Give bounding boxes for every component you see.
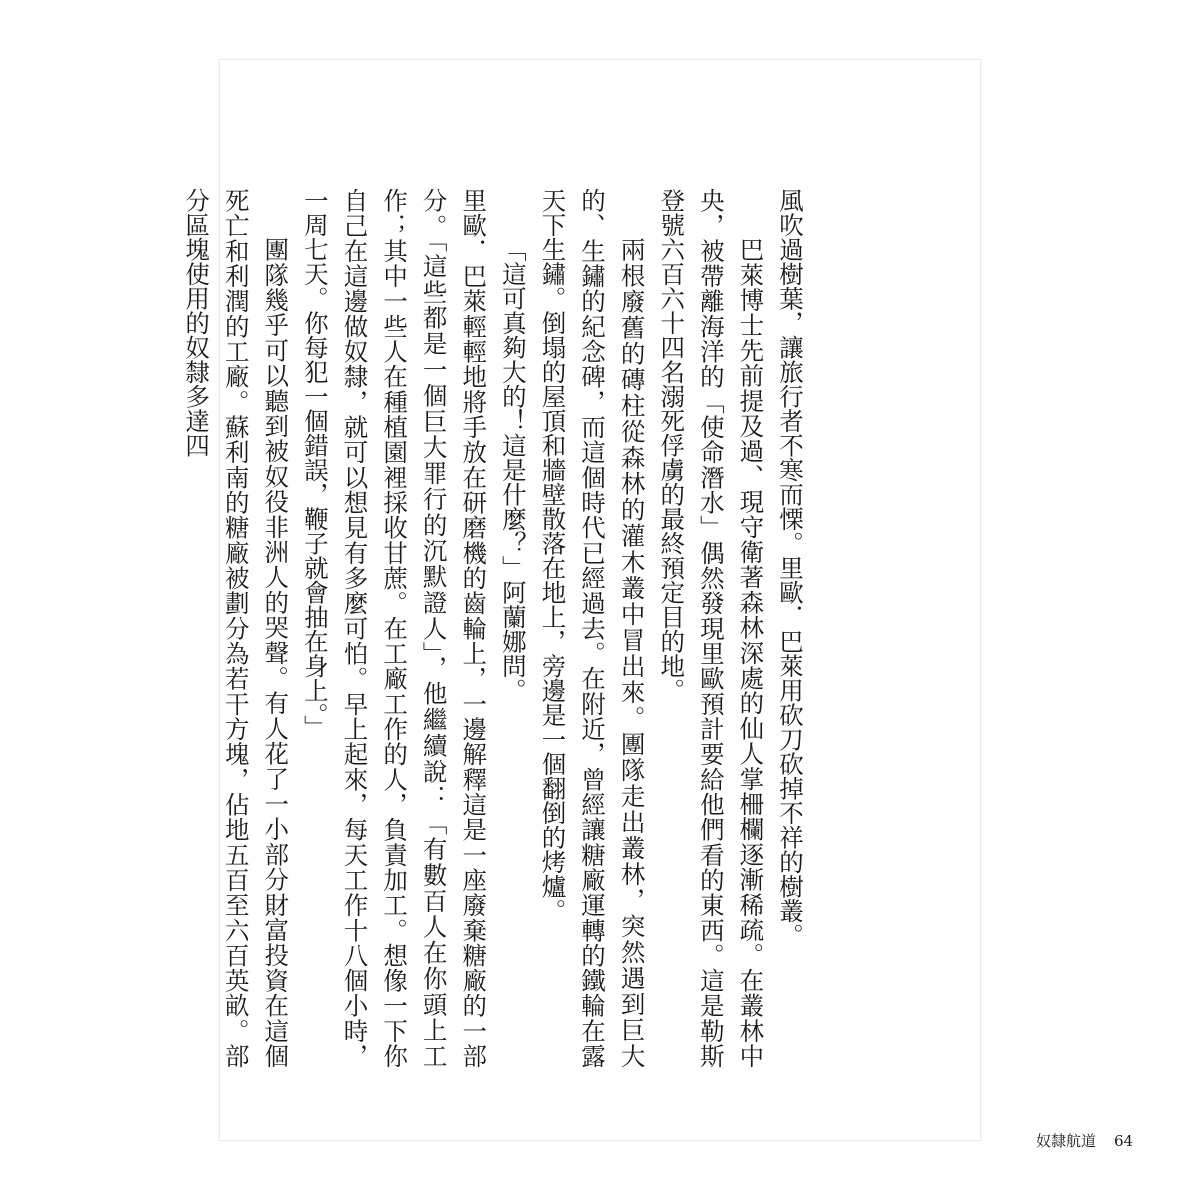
paragraph-1: 風吹過樹葉，讓旅行者不寒而慄。里歐．巴萊用砍刀砍掉不祥的樹叢。 [776, 188, 805, 948]
paragraph-6: 團隊幾乎可以聽到被奴役非洲人的哭聲。有人花了一小部分財富投資在這個死亡和利潤的工廠。蘇利南的糖廠被劃分為若干方塊，佔地五百至六百英畝。部分區塊使用的奴隸多達四 [182, 188, 291, 1068]
body-text [182, 188, 810, 1068]
paragraph-2: 巴萊博士先前提及過、現守衛著森林深處的仙人掌柵欄逐漸稀疏。在叢林中央，被帶離海洋的「使命潛水」偶然發現里歐預計要給他們看的東西。這是勒斯登號六百六十四名溺死俘虜的最終預定目的地。 [657, 188, 766, 1068]
page-footer [1036, 1130, 1133, 1151]
paragraph-5: 里歐．巴萊輕輕地將手放在研磨機的齒輪上，一邊解釋這是一座廢棄糖廠的一部分。「這些都是一個巨大罪行的沉默證人」，他繼續說：「有數百人在你頭上工作；其中一些人在種植園裡採收甘蔗。在工廠工作的人，負責加工。想像一下你自己在這邊做奴隸，就可以想見有多麼可怕。早上起來，每天工作十八個小時，一周七天。你每犯一個錯誤，鞭子就會抽在身上。」 [300, 188, 489, 1068]
running-title: 奴隸航道 [1036, 1132, 1097, 1150]
paragraph-3: 兩根廢舊的磚柱從森林的灌木叢中冒出來。團隊走出叢林，突然遇到巨大的、生鏽的紀念碑，而這個時代已經過去。在附近，曾經讓糖廠運轉的鐵輪在露天下生鏽。倒塌的屋頂和牆壁散落在地上，旁邊是一個翻倒的烤爐。 [538, 188, 647, 1068]
page-number: 64 [1114, 1132, 1134, 1150]
paragraph-4: 「這可真夠大的！這是什麼？」阿蘭娜問。 [498, 237, 528, 703]
book-page [182, 59, 1134, 1150]
